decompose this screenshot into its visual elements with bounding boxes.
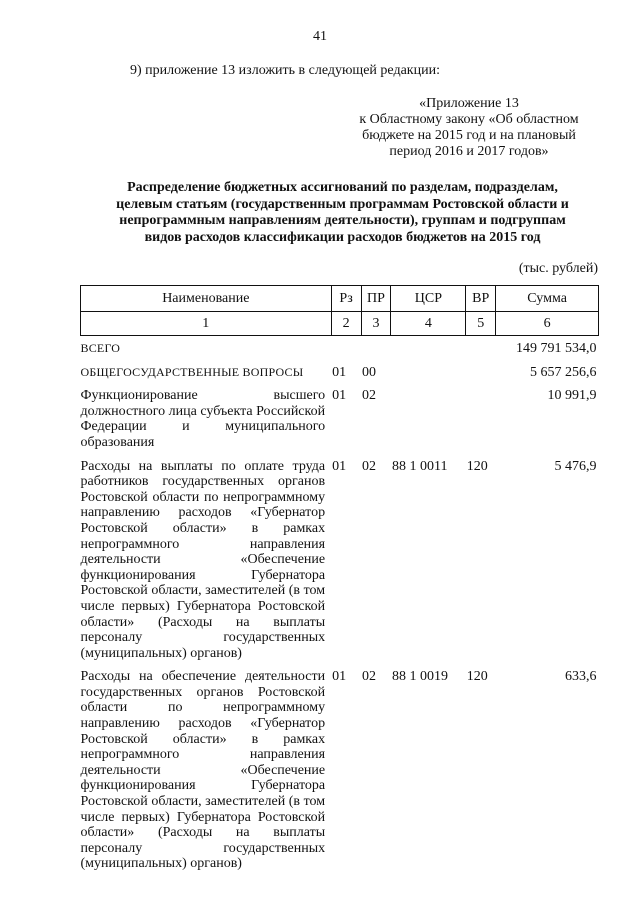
document-title: [85, 180, 600, 246]
page-number: 41: [313, 29, 327, 44]
row-pr: 02: [362, 388, 377, 404]
row-vr: [466, 357, 496, 381]
table-header-row: [81, 286, 599, 312]
row-pr: 02: [362, 669, 377, 685]
row-csr: 88 1 0019: [391, 669, 448, 685]
budget-table: [80, 285, 599, 872]
row-pr: [361, 336, 391, 357]
title-line: непрограммным направлениям деятельности), группам и подгруппам: [119, 213, 566, 228]
column-number-row: [81, 312, 599, 336]
header-csr: ЦСР: [391, 286, 466, 312]
row-sum: 149 791 534,0: [516, 341, 597, 356]
row-csr: [391, 380, 466, 450]
table-row: [81, 380, 599, 450]
row-csr: 88 1 0011: [391, 458, 448, 474]
column-number: 2: [331, 312, 361, 336]
row-vr: 120: [466, 669, 488, 685]
row-csr: [391, 336, 466, 357]
column-number: 3: [361, 312, 391, 336]
table-row: [81, 661, 599, 872]
row-csr: [391, 357, 466, 381]
appendix-line: период 2016 и 2017 годов»: [389, 144, 549, 159]
row-name: Функционирование высшего должностного лица субъекта Российской Федерации и муниципального образования: [80, 388, 326, 450]
row-name: Расходы на обеспечение деятельности государственных органов Ростовской области по непрограммному направлению расходов «Губернатор Ростовской области» в рамках непрограммного направления деятельности «Обеспечение функционирования Губернатора Ростовской области, заместителей (в том числе первых) Губернатора Ростовской области» (Расходы на выплаты персоналу государственных (муниципальных) органов): [80, 669, 326, 872]
row-rz: [331, 336, 361, 357]
units-label: (тыс. рублей): [518, 261, 598, 276]
row-sum: 5 657 256,6: [530, 364, 597, 380]
row-rz: 01: [332, 364, 347, 380]
appendix-line: бюджете на 2015 год и на плановый: [362, 128, 576, 143]
column-number: 5: [466, 312, 496, 336]
row-name: ОБЩЕГОСУДАРСТВЕННЫЕ ВОПРОСЫ: [80, 364, 304, 379]
column-number: 6: [496, 312, 599, 336]
table-row: [81, 336, 599, 357]
table-row: [81, 357, 599, 381]
header-pr: ПР: [361, 286, 391, 312]
row-vr: 120: [466, 458, 488, 474]
row-rz: 01: [332, 458, 347, 474]
appendix-header: [340, 96, 598, 160]
title-line: видов расходов классификации расходов бюджетов на 2015 год: [144, 229, 541, 245]
row-name: Расходы на выплаты по оплате труда работников государственных органов Ростовской области по непрограммному направлению расходов «Губернатор Ростовской области» в рамках непрограммного направления деятельности «Обеспечение функционирования Губернатора Ростовской области, заместителей (в том числе первых) Губернатора Ростовской области» (Расходы на выплаты персоналу государственных (муниципальных) органов): [80, 458, 326, 661]
row-vr: [466, 336, 496, 357]
title-line: целевым статьям (государственным программам Ростовской области и: [116, 196, 569, 212]
table-row: [81, 451, 599, 662]
header-vr: ВР: [466, 286, 496, 312]
amendment-instruction: 9) приложение 13 изложить в следующей редакции:: [130, 63, 440, 78]
column-number: 1: [81, 312, 332, 336]
column-number: 4: [391, 312, 466, 336]
row-sum: 10 991,9: [547, 388, 597, 404]
row-pr: 00: [362, 364, 377, 380]
row-sum: 633,6: [565, 669, 597, 685]
header-sum: Сумма: [496, 286, 599, 312]
appendix-line: к Областному закону «Об областном: [359, 112, 579, 127]
appendix-line: «Приложение 13: [419, 96, 519, 111]
title-line: Распределение бюджетных ассигнований по разделам, подразделам,: [127, 180, 558, 195]
row-rz: 01: [332, 388, 347, 404]
row-rz: 01: [332, 669, 347, 685]
row-pr: 02: [362, 458, 377, 474]
header-rz: Рз: [331, 286, 361, 312]
row-name: ВСЕГО: [80, 341, 121, 355]
row-vr: [466, 380, 496, 450]
row-sum: 5 476,9: [554, 458, 597, 474]
header-name: Наименование: [81, 286, 332, 312]
